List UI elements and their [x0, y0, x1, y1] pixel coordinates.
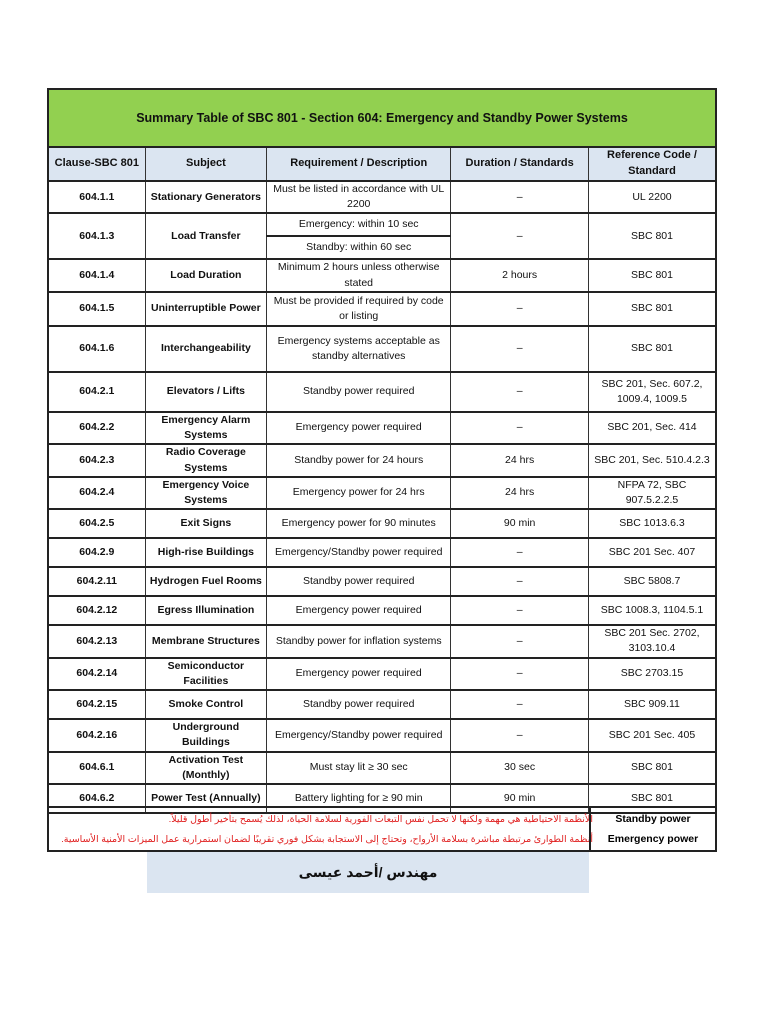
cell-reference: SBC 801	[588, 213, 716, 259]
cell-subject: Smoke Control	[145, 690, 266, 719]
cell-duration: 30 sec	[451, 752, 589, 784]
notes-box	[47, 806, 717, 852]
cell-duration: –	[451, 625, 589, 657]
cell-duration: 90 min	[451, 509, 589, 538]
table-row	[48, 213, 716, 236]
cell-duration: –	[451, 326, 589, 372]
table-row	[48, 444, 716, 476]
table-row	[48, 372, 716, 412]
cell-requirement: Emergency power required	[267, 412, 451, 444]
cell-requirement: Standby power required	[267, 690, 451, 719]
table-body	[48, 181, 716, 813]
cell-subject: Semiconductor Facilities	[145, 658, 266, 690]
table-row	[48, 752, 716, 784]
header-reference: Reference Code / Standard	[588, 147, 716, 181]
cell-requirement: Standby power for 24 hours	[267, 444, 451, 476]
cell-clause: 604.2.13	[48, 625, 145, 657]
cell-reference: SBC 5808.7	[588, 567, 716, 596]
cell-requirement: Minimum 2 hours unless otherwise stated	[267, 259, 451, 291]
cell-reference: SBC 201 Sec. 2702, 3103.10.4	[588, 625, 716, 657]
cell-subject: Power Test (Annually)	[145, 784, 266, 813]
cell-requirement: Emergency/Standby power required	[267, 719, 451, 751]
cell-requirement: Standby power required	[267, 372, 451, 412]
cell-reference: SBC 909.11	[588, 690, 716, 719]
cell-subject: Activation Test (Monthly)	[145, 752, 266, 784]
header-subject: Subject	[145, 147, 266, 181]
cell-clause: 604.2.14	[48, 658, 145, 690]
cell-subject: Exit Signs	[145, 509, 266, 538]
table-title: Summary Table of SBC 801 - Section 604: Emergency and Standby Power Systems	[48, 89, 716, 147]
cell-subject: High-rise Buildings	[145, 538, 266, 567]
cell-subject: Radio Coverage Systems	[145, 444, 266, 476]
cell-clause: 604.2.15	[48, 690, 145, 719]
table-row	[48, 596, 716, 625]
cell-requirement: Standby power for inflation systems	[267, 625, 451, 657]
summary-table	[47, 88, 717, 814]
table-row	[48, 719, 716, 751]
cell-duration: 24 hrs	[451, 444, 589, 476]
cell-subject: Underground Buildings	[145, 719, 266, 751]
cell-reference: UL 2200	[588, 181, 716, 213]
cell-duration: –	[451, 213, 589, 259]
cell-subject: Membrane Structures	[145, 625, 266, 657]
table-row	[48, 181, 716, 213]
emergency-note: أنظمة الطوارئ مرتبطة مباشرة بسلامة الأرواح، وتحتاج إلى الاستجابة بشكل فوري تقريبًا لضمان استمرارية عمل الميزات الأمنية الأساسية.	[61, 834, 593, 845]
cell-requirement: Battery lighting for ≥ 90 min	[267, 784, 451, 813]
cell-requirement: Must stay lit ≥ 30 sec	[267, 752, 451, 784]
table-row	[48, 509, 716, 538]
emergency-label: Emergency power	[607, 833, 699, 845]
cell-duration: –	[451, 690, 589, 719]
notes-labels	[589, 808, 715, 851]
cell-requirement: Standby power required	[267, 567, 451, 596]
cell-clause: 604.6.2	[48, 784, 145, 813]
cell-reference: SBC 201 Sec. 405	[588, 719, 716, 751]
cell-duration: –	[451, 292, 589, 326]
cell-duration: –	[451, 372, 589, 412]
cell-duration: 90 min	[451, 784, 589, 813]
cell-duration: –	[451, 412, 589, 444]
cell-reference: SBC 201, Sec. 607.2, 1009.4, 1009.5	[588, 372, 716, 412]
cell-reference: SBC 801	[588, 292, 716, 326]
cell-subject: Egress Illumination	[145, 596, 266, 625]
cell-reference: SBC 201, Sec. 414	[588, 412, 716, 444]
cell-clause: 604.1.4	[48, 259, 145, 291]
cell-reference: SBC 801	[588, 326, 716, 372]
cell-clause: 604.1.5	[48, 292, 145, 326]
cell-requirement: Emergency power for 90 minutes	[267, 509, 451, 538]
table-row	[48, 326, 716, 372]
cell-reference: SBC 801	[588, 259, 716, 291]
cell-reference: SBC 2703.15	[588, 658, 716, 690]
cell-requirement: Must be provided if required by code or listing	[267, 292, 451, 326]
cell-clause: 604.1.6	[48, 326, 145, 372]
cell-clause: 604.2.5	[48, 509, 145, 538]
cell-clause: 604.6.1	[48, 752, 145, 784]
table-row	[48, 658, 716, 690]
header-requirement: Requirement / Description	[267, 147, 451, 181]
cell-duration: –	[451, 181, 589, 213]
table-row	[48, 538, 716, 567]
cell-duration: –	[451, 596, 589, 625]
table-row	[48, 292, 716, 326]
cell-subject: Elevators / Lifts	[145, 372, 266, 412]
cell-subject: Uninterruptible Power	[145, 292, 266, 326]
cell-clause: 604.2.2	[48, 412, 145, 444]
cell-clause: 604.1.3	[48, 213, 145, 259]
table-row	[48, 625, 716, 657]
cell-reference: SBC 1013.6.3	[588, 509, 716, 538]
header-clause: Clause-SBC 801	[48, 147, 145, 181]
cell-requirement: Emergency systems acceptable as standby alternatives	[267, 326, 451, 372]
cell-duration: –	[451, 567, 589, 596]
cell-reference: SBC 1008.3, 1104.5.1	[588, 596, 716, 625]
cell-reference: SBC 801	[588, 784, 716, 813]
notes-arabic-text	[53, 810, 593, 850]
cell-reference: NFPA 72, SBC 907.5.2.2.5	[588, 477, 716, 509]
cell-reference: SBC 801	[588, 752, 716, 784]
cell-subject: Emergency Voice Systems	[145, 477, 266, 509]
cell-clause: 604.2.12	[48, 596, 145, 625]
cell-duration: –	[451, 538, 589, 567]
standby-note: الأنظمة الاحتياطية هي مهمة ولكنها لا تحمل نفس التبعات الفورية لسلامة الحياة، لذلك يُسمح بتأخير أطول قليلاً.	[168, 814, 593, 825]
cell-requirement: Emergency: within 10 sec	[267, 213, 451, 236]
table-row	[48, 690, 716, 719]
cell-subject: Stationary Generators	[145, 181, 266, 213]
table-row	[48, 567, 716, 596]
table-row	[48, 259, 716, 291]
standby-label: Standby power	[615, 813, 691, 825]
cell-subject: Load Transfer	[145, 213, 266, 259]
cell-duration: 2 hours	[451, 259, 589, 291]
cell-reference: SBC 201, Sec. 510.4.2.3	[588, 444, 716, 476]
cell-subject: Emergency Alarm Systems	[145, 412, 266, 444]
header-row	[48, 147, 716, 181]
cell-subject: Hydrogen Fuel Rooms	[145, 567, 266, 596]
cell-clause: 604.2.4	[48, 477, 145, 509]
cell-clause: 604.1.1	[48, 181, 145, 213]
cell-requirement: Must be listed in accordance with UL 2200	[267, 181, 451, 213]
cell-clause: 604.2.9	[48, 538, 145, 567]
cell-duration: –	[451, 719, 589, 751]
cell-subject: Load Duration	[145, 259, 266, 291]
cell-clause: 604.2.11	[48, 567, 145, 596]
cell-requirement: Emergency/Standby power required	[267, 538, 451, 567]
cell-requirement: Emergency power required	[267, 658, 451, 690]
cell-clause: 604.2.3	[48, 444, 145, 476]
cell-reference: SBC 201 Sec. 407	[588, 538, 716, 567]
header-duration: Duration / Standards	[451, 147, 589, 181]
cell-requirement: Emergency power required	[267, 596, 451, 625]
cell-clause: 604.2.16	[48, 719, 145, 751]
cell-requirement: Standby: within 60 sec	[267, 236, 451, 259]
table-row	[48, 477, 716, 509]
cell-duration: –	[451, 658, 589, 690]
cell-subject: Interchangeability	[145, 326, 266, 372]
signature: مهندس /أحمد عيسى	[147, 852, 589, 893]
cell-clause: 604.2.1	[48, 372, 145, 412]
cell-requirement: Emergency power for 24 hrs	[267, 477, 451, 509]
table-row	[48, 412, 716, 444]
cell-duration: 24 hrs	[451, 477, 589, 509]
